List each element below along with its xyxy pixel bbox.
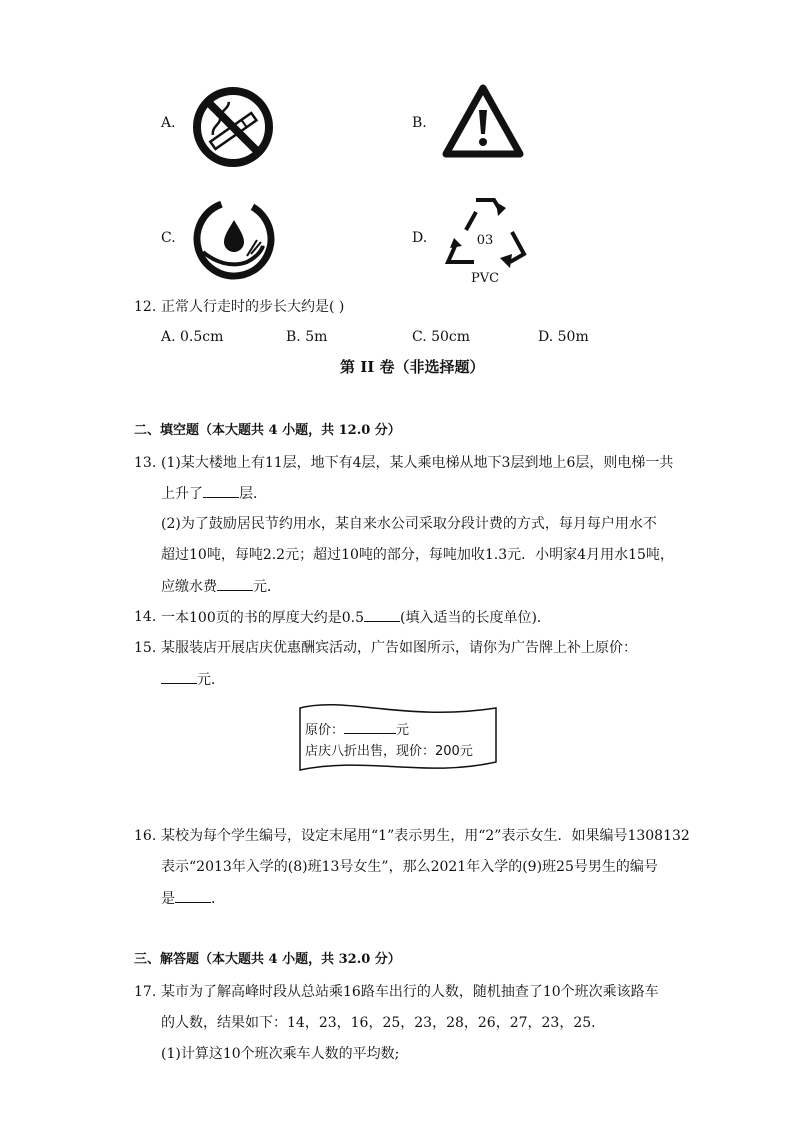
question-13-part1-unit: 层． (239, 486, 267, 502)
question-16-stem: 是 (161, 891, 175, 907)
answer-blank[interactable] (364, 607, 400, 622)
sign-discount-price: 店庆八折出售，现价：200元 (305, 744, 473, 759)
question-13-part2-line3 (161, 576, 281, 597)
question-14-hint: (填入适当的长度单位)． (400, 610, 551, 626)
answer-blank[interactable] (217, 576, 253, 591)
part-2-title: 第 II 卷（非选择题） (340, 358, 485, 376)
question-13-part1-line1: (1)某大楼地上有11层，地下有4层，某人乘电梯从地下3层到地上6层，则电梯一共 (161, 455, 674, 471)
sign-original-label: 原价： (305, 723, 345, 738)
recycle-pvc-icon (440, 190, 530, 286)
question-16-number: 16. (134, 828, 157, 844)
question-17-number: 17. (134, 984, 157, 1000)
question-12-option-d: D. 50m (538, 329, 589, 345)
recycle-material: PVC (470, 271, 500, 286)
question-17-sub1: (1)计算这10个班次乘车人数的平均数; (161, 1046, 400, 1062)
option-b-label: B. (412, 115, 427, 131)
question-17-line2: 的人数，结果如下：14，23，16，25，23，28，26，27，23，25． (161, 1015, 606, 1031)
question-13-part1-line2 (161, 483, 267, 504)
question-14-stem: 一本100页的书的厚度大约是0.5 (161, 610, 364, 626)
answer-blank[interactable] (175, 888, 211, 903)
question-16-end: ． (211, 891, 225, 907)
question-14-text (161, 607, 551, 628)
question-14-number: 14. (134, 609, 157, 625)
question-12-number: 12. (134, 299, 157, 315)
sign-original-unit: 元 (396, 723, 410, 738)
option-c-label: C. (161, 230, 176, 246)
advertisement-sign (296, 700, 500, 776)
question-12-text: 正常人行走时的步长大约是( ) (161, 299, 345, 315)
option-d-label: D. (412, 230, 428, 246)
question-12-option-b: B. 5m (286, 329, 328, 345)
question-15-number: 15. (134, 640, 157, 656)
question-13-number: 13. (134, 455, 157, 471)
question-12-option-c: C. 50cm (412, 329, 471, 345)
section-2-header: 二、填空题（本大题共 4 小题，共 12.0 分） (134, 423, 401, 438)
sign-original-price (305, 719, 409, 738)
question-16-line2: 表示“2013年入学的(8)班13号女生”，那么2021年入学的(9)班25号男生的编号 (161, 859, 658, 875)
sign-price-blank[interactable] (344, 719, 396, 734)
question-15-line2 (161, 669, 225, 690)
answer-blank[interactable] (203, 483, 239, 498)
question-13-part2-unit: 元． (253, 579, 281, 595)
question-17-line1: 某市为了解高峰时段从总站乘16路车出行的人数，随机抽查了10个班次乘该路车 (161, 984, 659, 1000)
question-16-line3 (161, 888, 225, 909)
question-16-line1: 某校为每个学生编号，设定末尾用“1”表示男生，用“2”表示女生．如果编号1308132 (161, 828, 690, 844)
no-smoking-icon (190, 84, 276, 170)
question-15-unit: 元． (197, 672, 225, 688)
question-15-line1: 某服装店开展店庆优惠酬宾活动，广告如图所示，请你为广告牌上补上原价： (161, 640, 637, 656)
section-3-header: 三、解答题（本大题共 4 小题，共 32.0 分） (134, 952, 401, 967)
question-13-part2-line1: (2)为了鼓励居民节约用水，某自来水公司采取分段计费的方式，每月每户用水不 (161, 516, 657, 532)
warning-triangle-icon (442, 84, 524, 158)
recycle-code: 03 (476, 233, 494, 248)
water-saving-icon (191, 196, 277, 282)
answer-blank[interactable] (161, 669, 197, 684)
question-13-part1-text: 上升了 (161, 486, 203, 502)
question-13-part2-text: 应缴水费 (161, 579, 217, 595)
option-a-label: A. (161, 115, 176, 131)
question-12-option-a: A. 0.5cm (161, 329, 224, 345)
question-13-part2-line2: 超过10吨，每吨2.2元；超过10吨的部分，每吨加收1.3元．小明家4月用水15吨， (161, 547, 674, 563)
